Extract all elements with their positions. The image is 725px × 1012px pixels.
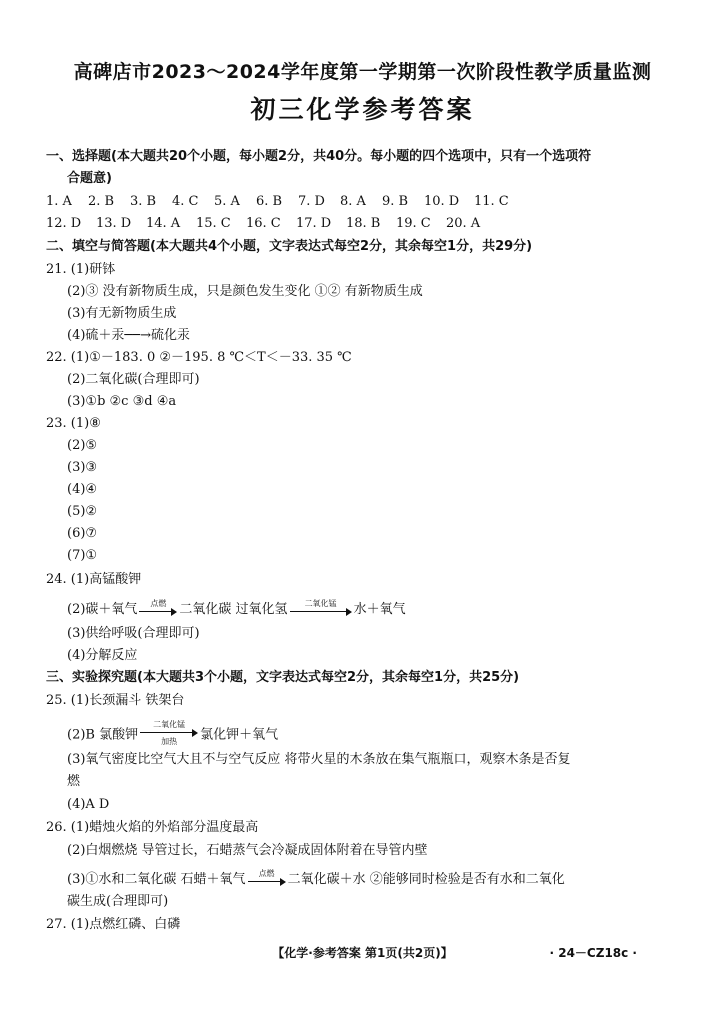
q21-line: 21. (1)研钵 [46,262,116,277]
q21-line: (4)硫＋汞──→硫化汞 [67,328,190,343]
q25-line: (4)A D [67,797,110,812]
reaction-arrow [290,599,352,616]
q23-line: (6)⑦ [67,526,98,541]
footer-page-info: 【化学·参考答案 第1页(共2页)】 [272,946,453,960]
q22-line: (2)二氧化碳(合理即可) [67,372,200,387]
q24-line: 24. (1)高锰酸钾 [46,572,142,587]
reaction-arrow [140,720,198,746]
q23-line: (3)③ [67,460,98,475]
equation-text: 氯化钾＋氧气 [200,727,279,743]
choice-answer: 15. C [196,216,231,231]
q24-equation-line [67,601,406,619]
choice-answer: 9. B [382,194,409,209]
q24-line: (3)供给呼吸(合理即可) [67,626,200,641]
choice-answer: 6. B [256,194,283,209]
choice-answer: 20. A [446,216,481,231]
choice-answer: 5. A [214,194,240,209]
choice-answer: 2. B [88,194,115,209]
choice-answer: 16. C [246,216,281,231]
footer-code: · 24－CZ18c · [549,946,637,960]
equation-text: 水＋氧气 [353,602,406,617]
choice-answer: 11. C [474,194,509,209]
choice-answer: 8. A [340,194,366,209]
q26-line: (2)白烟燃烧 导管过长，石蜡蒸气会冷凝成固体附着在导管内壁 [67,843,428,858]
equation-text: (2)B 氯酸钾 [67,727,139,743]
section2-heading: 二、填空与简答题(本大题共4个小题，文字表达式每空2分，其余每空1分，共29分) [46,239,533,254]
q24-line: (4)分解反应 [67,648,138,663]
condition-label: 二氧化锰 [304,599,337,608]
q26-line: 26. (1)蜡烛火焰的外焰部分温度最高 [46,820,259,835]
q23-line: 23. (1)⑧ [46,416,101,431]
choice-answer: 1. A [46,194,72,209]
choice-answer: 14. A [146,216,181,231]
reaction-arrow [139,599,177,616]
page-title: 初三化学参考答案 [250,95,475,124]
q21-line: (3)有无新物质生成 [67,306,177,321]
condition-label: 点燃 [150,599,167,608]
choice-answer: 18. B [346,216,381,231]
section1-heading-cont: 合题意) [67,171,112,186]
q23-line: (7)① [67,548,98,563]
choice-answer: 10. D [424,194,460,209]
q25-line: (3)氧气密度比空气大且不与空气反应 将带火星的木条放在集气瓶瓶口，观察木条是否复 [67,752,571,767]
section3-heading: 三、实验探究题(本大题共3个小题，文字表达式每空2分，其余每空1分，共25分) [46,670,520,685]
equation-text: 二氧化碳＋水 ②能够同时检验是否有水和二氧化 [287,872,565,887]
condition-label: 加热 [161,737,178,746]
q23-line: (2)⑤ [67,438,98,453]
q25-line: 25. (1)长颈漏斗 铁架台 [46,693,185,708]
q26-equation-line [67,871,565,889]
choice-row-2 [46,215,498,233]
choice-answer: 13. D [96,216,132,231]
exam-title: 高碑店市2023～2024学年度第一学期第一次阶段性教学质量监测 [73,61,652,83]
q25-line: 燃 [67,774,81,789]
equation-text: (2)碳＋氧气 [67,602,138,617]
condition-label: 点燃 [258,869,275,878]
choice-answer: 7. D [298,194,325,209]
section1-heading: 一、选择题(本大题共20个小题，每小题2分，共40分。每小题的四个选项中，只有一个选项符 [46,149,592,164]
q25-equation-line [67,722,278,748]
choice-answer: 19. C [396,216,431,231]
q21-line: (2)③ 没有新物质生成，只是颜色发生变化 ①② 有新物质生成 [67,284,423,299]
choice-answer: 4. C [172,194,199,209]
choice-answer: 17. D [296,216,332,231]
reaction-arrow [248,869,286,886]
q26-line: 碳生成(合理即可) [67,894,169,909]
q23-line: (4)④ [67,482,98,497]
choice-answer: 12. D [46,216,82,231]
condition-label: 二氧化锰 [153,720,186,729]
q22-line: (3)①b ②c ③d ④a [67,394,177,409]
q23-line: (5)② [67,504,98,519]
equation-text: (3)①水和二氧化碳 石蜡＋氧气 [67,872,246,887]
choice-row-1 [46,193,526,211]
equation-text: 二氧化碳 过氧化氢 [179,602,288,617]
q22-line: 22. (1)①－183. 0 ②－195. 8 ℃＜T＜－33. 35 ℃ [46,350,352,365]
choice-answer: 3. B [130,194,157,209]
q27-line: 27. (1)点燃红磷、白磷 [46,917,181,932]
